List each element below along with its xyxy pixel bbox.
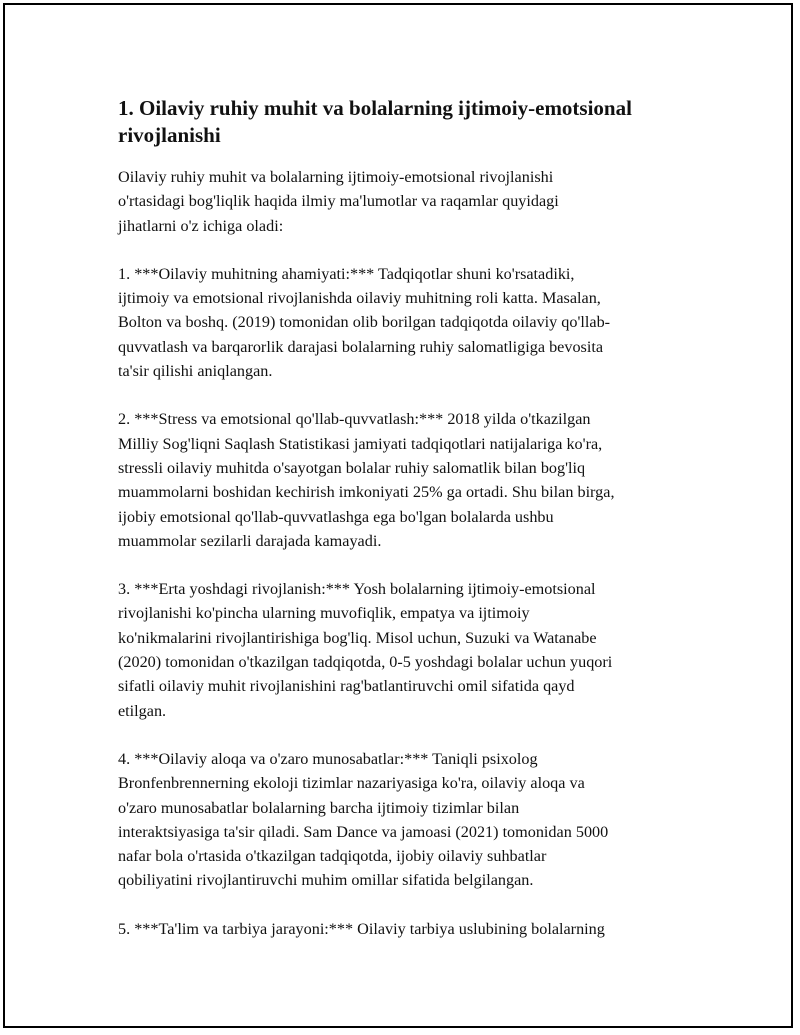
text-line: 3. ***Erta yoshdagi rivojlanish:*** Yosh bolalarning ijtimoiy-emotsional [118,580,596,599]
text-line: 1. ***Oilaviy muhitning ahamiyati:*** Tadqiqotlar shuni ko'rsatadiki, [118,264,575,283]
point-5-paragraph [118,917,698,941]
section-heading [118,95,698,149]
text-line: 4. ***Oilaviy aloqa va o'zaro munosabatlar:*** Taniqli psixolog [118,749,538,768]
text-line: etilgan. [118,701,167,720]
text-line: ko'nikmalarini rivojlantirishiga bog'liq. Misol uchun, Suzuki va Watanabe [118,628,597,647]
heading-line: 1. Oilaviy ruhiy muhit va bolalarning ijtimoiy-emotsional [118,96,632,120]
text-line: ijtimoiy va emotsional rivojlanishda oilaviy muhitning roli katta. Masalan, [118,289,601,308]
text-line: 2. ***Stress va emotsional qo'llab-quvvatlash:*** 2018 yilda o'tkazilgan [118,410,591,429]
text-line: rivojlanishi ko'pincha ularning muvofiqlik, empatya va ijtimoiy [118,604,530,623]
text-line: stressli oilaviy muhitda o'sayotgan bolalar ruhiy salomatlik bilan bog'liq [118,458,586,477]
text-line: (2020) tomonidan o'tkazilgan tadqiqotda, 0-5 yoshdagi bolalar uchun yuqori [118,653,613,672]
text-line: ijobiy emotsional qo'llab-quvvatlashga ega bo'lgan bolalarda ushbu [118,507,554,526]
text-line: qobiliyatini rivojlantiruvchi muhim omillar sifatida belgilangan. [118,871,534,890]
text-line: nafar bola o'rtasida o'tkazilgan tadqiqotda, ijobiy oilaviy suhbatlar [118,847,547,866]
text-line: o'zaro munosabatlar bolalarning barcha ijtimoiy tizimlar bilan [118,798,520,817]
text-line: o'rtasidagi bog'liqlik haqida ilmiy ma'lumotlar va raqamlar quyidagi [118,192,559,211]
point-3-paragraph [118,577,698,723]
text-line: interaktsiyasiga ta'sir qiladi. Sam Dance va jamoasi (2021) tomonidan 5000 [118,822,609,841]
text-line: jihatlarni o'z ichiga oladi: [118,216,284,235]
text-line: 5. ***Ta'lim va tarbiya jarayoni:*** Oilaviy tarbiya uslubining bolalarning [118,919,605,938]
point-1-paragraph [118,262,698,383]
text-line: Bronfenbrennerning ekoloji tizimlar nazariyasiga ko'ra, oilaviy aloqa va [118,774,585,793]
heading-line: rivojlanishi [118,123,221,147]
text-line: sifatli oilaviy muhit rivojlanishini rag'batlantiruvchi omil sifatida qayd [118,677,575,696]
text-line: ta'sir qilishi aniqlangan. [118,362,273,381]
point-4-paragraph [118,747,698,893]
text-line: muammolar sezilarli darajada kamayadi. [118,531,382,550]
point-2-paragraph [118,407,698,553]
text-line: Bolton va boshq. (2019) tomonidan olib borilgan tadqiqotda oilaviy qo'llab- [118,313,611,332]
text-line: muammolarni boshidan kechirish imkoniyati 25% ga ortadi. Shu bilan birga, [118,483,615,502]
intro-paragraph [118,165,698,238]
text-line: Oilaviy ruhiy muhit va bolalarning ijtimoiy-emotsional rivojlanishi [118,168,554,186]
text-line: quvvatlash va barqarorlik darajasi bolalarning ruhiy salomatligiga bevosita [118,337,604,356]
text-line: Milliy Sog'liqni Saqlash Statistikasi jamiyati tadqiqotlari natijalariga ko'ra, [118,434,603,453]
document-body [118,95,698,965]
